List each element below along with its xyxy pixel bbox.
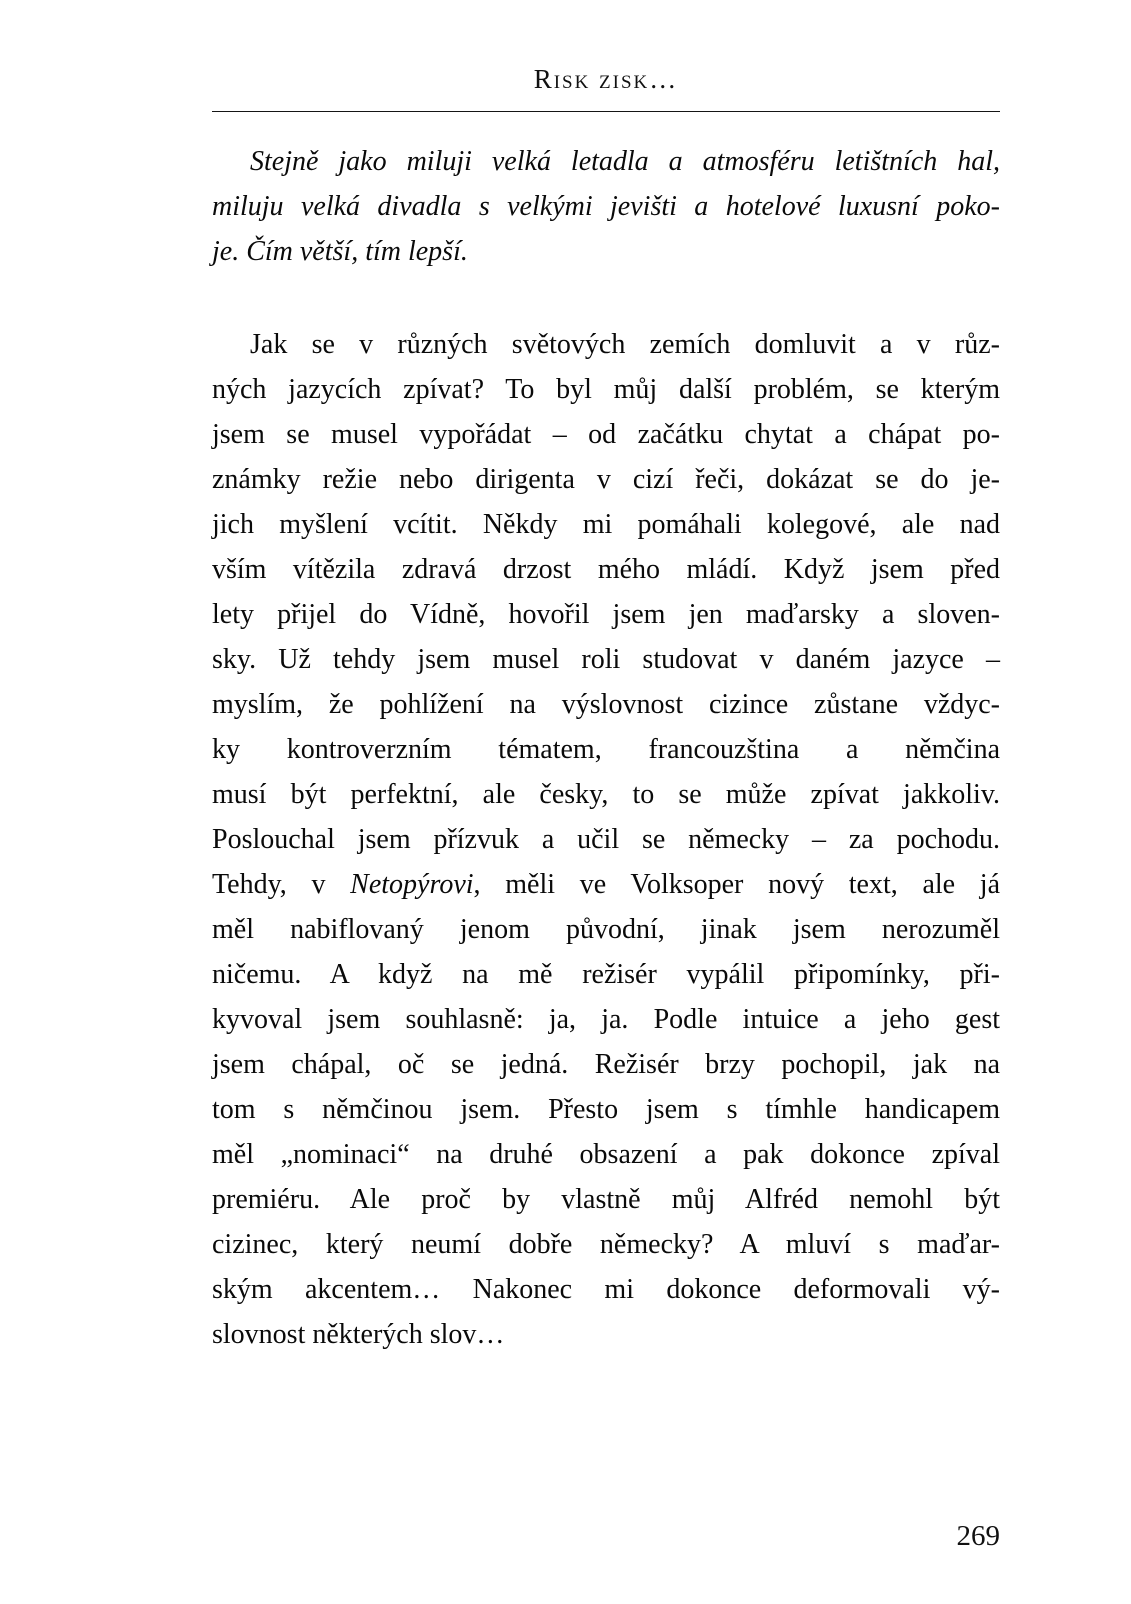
text-line	[212, 637, 1000, 682]
text-segment: myslím, že pohlížení na výslovnost cizince zůstane vždyc-	[212, 689, 1000, 720]
text-line	[212, 817, 1000, 862]
text-segment: premiéru. Ale proč by vlastně můj Alfréd nemohl být	[212, 1184, 1000, 1215]
header-rule	[212, 111, 1000, 112]
text-segment: , měli ve Volksoper nový text, ale já	[473, 869, 1000, 900]
text-segment: jsem chápal, oč se jedná. Režisér brzy pochopil, jak na	[212, 1049, 1000, 1080]
text-segment: Tehdy, v	[212, 869, 351, 900]
text-segment: musí být perfektní, ale česky, to se může zpívat jakkoliv.	[212, 779, 1000, 810]
text-line	[212, 229, 1000, 274]
text-segment: Poslouchal jsem přízvuk a učil se německy – za pochodu.	[212, 824, 1000, 855]
text-line	[212, 952, 1000, 997]
text-segment: cizinec, který neumí dobře německy? A mluví s maďar-	[212, 1229, 1000, 1260]
italic-title-text: Netopýrovi	[350, 869, 474, 900]
text-segment: ničemu. A když na mě režisér vypálil připomínky, při-	[212, 959, 1000, 990]
page-number: 269	[956, 1520, 1000, 1552]
text-line	[212, 1132, 1000, 1177]
text-line	[212, 367, 1000, 412]
text-line	[212, 907, 1000, 952]
text-line	[212, 412, 1000, 457]
text-segment: Stejně jako miluji velká letadla a atmosféru letištních hal,	[250, 146, 1000, 177]
text-segment: sky. Už tehdy jsem musel roli studovat v daném jazyce –	[212, 644, 1000, 675]
text-line	[212, 139, 1000, 184]
text-segment: slovnost některých slov…	[212, 1319, 505, 1350]
text-segment: známky režie nebo dirigenta v cizí řeči, dokázat se do je-	[212, 464, 1000, 495]
text-segment: miluju velká divadla s velkými jevišti a hotelové luxusní poko-	[212, 191, 1000, 222]
text-segment: měl nabiflovaný jenom původní, jinak jsem nerozuměl	[212, 914, 1000, 945]
body-paragraph	[212, 322, 1000, 1357]
text-segment: jich myšlení vcítit. Někdy mi pomáhali kolegové, ale nad	[212, 509, 1000, 540]
text-line	[212, 1087, 1000, 1132]
text-line	[212, 1222, 1000, 1267]
text-segment: kyvoval jsem souhlasně: ja, ja. Podle intuice a jeho gest	[212, 1004, 1000, 1035]
text-line	[212, 1267, 1000, 1312]
text-line	[212, 682, 1000, 727]
intro-paragraph	[212, 139, 1000, 274]
text-segment: je. Čím větší, tím lepší.	[212, 236, 468, 267]
text-segment: ných jazycích zpívat? To byl můj další problém, se kterým	[212, 374, 1000, 405]
text-segment: měl „nominaci“ na druhé obsazení a pak dokonce zpíval	[212, 1139, 1000, 1170]
text-line	[212, 547, 1000, 592]
text-line	[212, 772, 1000, 817]
text-line	[212, 184, 1000, 229]
running-header: Risk zisk…	[533, 64, 679, 94]
text-segment: vším vítězila zdravá drzost mého mládí. Když jsem před	[212, 554, 1000, 585]
text-line	[212, 457, 1000, 502]
text-segment: Jak se v různých světových zemích domluvit a v růz-	[250, 329, 1000, 360]
text-line	[212, 862, 1000, 907]
text-line	[212, 1177, 1000, 1222]
text-line	[212, 322, 1000, 367]
text-line	[212, 1312, 1000, 1357]
text-segment: lety přijel do Vídně, hovořil jsem jen maďarsky a sloven-	[212, 599, 1000, 630]
text-segment: jsem se musel vypořádat – od začátku chytat a chápat po-	[212, 419, 1000, 450]
text-segment: ským akcentem… Nakonec mi dokonce deformovali vý-	[212, 1274, 1000, 1305]
text-line	[212, 997, 1000, 1042]
text-line	[212, 727, 1000, 772]
text-line	[212, 502, 1000, 547]
text-line	[212, 1042, 1000, 1087]
text-segment: ky kontroverzním tématem, francouzština a němčina	[212, 734, 1000, 765]
text-line	[212, 592, 1000, 637]
text-segment: tom s němčinou jsem. Přesto jsem s tímhle handicapem	[212, 1094, 1000, 1125]
